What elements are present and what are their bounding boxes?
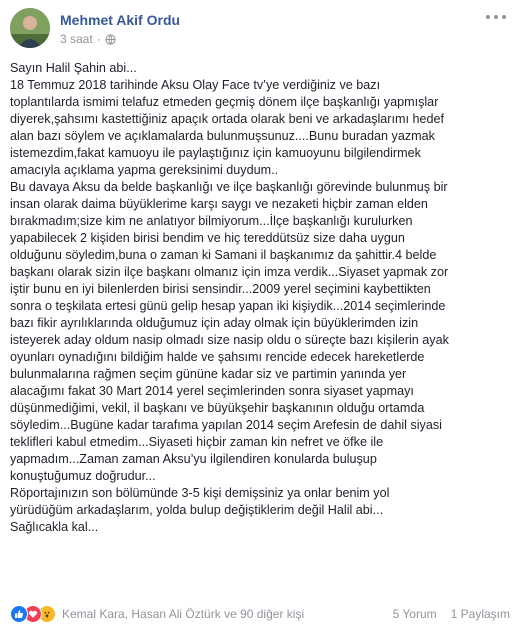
body-line: amacıyla açıklama yapma gereksinimi duydum.. (10, 163, 279, 177)
dot-icon (502, 15, 506, 19)
dot-icon (486, 15, 490, 19)
body-line: istemezdim,fakat kamuoyu ile paylaştığınız için kamuoyunu bilgilendirmek (10, 146, 421, 160)
body-line: başkanı olarak sizin ilçe başkanı olmanız için imza verdik...Siyaset yapmak zor (10, 265, 449, 279)
body-line: Sağlıcakla kal... (10, 520, 99, 534)
body-line: Röportajınızın son bölümünde 3-5 kişi demişsiniz ya onlar benim yol (10, 486, 390, 500)
body-line: Bu davaya Aksu da belde başkanlığı ve ilçe başkanlığı görevinde bulunmuş bir (10, 180, 448, 194)
body-line: düşünmediğimi, vekil, il başkanı ve büyükşehir başkanının olduğu ortamda (10, 401, 425, 415)
body-line: Sayın Halil Şahin abi... (10, 61, 137, 75)
post-body (10, 60, 510, 536)
body-line: olduğunu söyledim,buna o zaman ki Samani il başkanımız da şahittir.4 belde (10, 248, 437, 262)
body-line: sonra o teşkilata ertesi günü gelip hesap yapan iki kişiydik...2014 seçimlerinde (10, 299, 446, 313)
body-line: iştir bunu en iyi bilenlerden birisi sensindir...2009 yerel seçimini kaybettikten (10, 282, 431, 296)
body-line: bırakmadım;size kim ne anlatıyor bilmiyorum...İlçe başkanlığı kurulurken (10, 214, 413, 228)
body-line: oyunları oynadığını bildiğim halde ve şahsımı rencide edecek hareketlerde (10, 350, 425, 364)
globe-icon[interactable] (105, 34, 116, 45)
body-line: söyledim...Bugüne kadar tarafıma yapılan 2014 seçim Arefesin de dahil siyasi (10, 418, 442, 432)
reaction-names[interactable]: Kemal Kara, Hasan Ali Öztürk ve 90 diğer kişi (62, 607, 305, 621)
body-line: konuştuğumuz doğrudur... (10, 469, 156, 483)
body-line: bulunmalarına rağmen seçim gününe kadar siz ve partimin yanında yer (10, 367, 407, 381)
meta-separator: · (96, 32, 101, 46)
reactions[interactable] (10, 605, 304, 623)
engagement-counts (393, 607, 510, 621)
body-line: alacağımı fakat 30 Mart 2014 yerel seçimlerinden sonra siyaset yapmayı (10, 384, 414, 398)
body-line: 18 Temmuz 2018 tarihinde Aksu Olay Face tv’ye verdiğiniz ve bazı (10, 78, 381, 92)
avatar-photo-icon (10, 8, 50, 48)
body-line: yapmadım...Zaman zaman Aksu’yu ilgilendiren konularda buluşup (10, 452, 377, 466)
body-line: diyerek,şahsımı kastettiğiniz apaçık ortada olarak beni ve arkadaşlarımı hedef (10, 112, 445, 126)
body-line: isteyerek aday oldum nasip olmadı size nasip oldu o süreçte bazı kişilerin ayak (10, 333, 449, 347)
body-line: teklifleri kabul etmedim...Siyaseti hiçbir zaman kin nefret ve öfke ile (10, 435, 384, 449)
shares-count[interactable]: 1 Paylaşım (450, 607, 510, 621)
more-options-icon[interactable] (486, 10, 506, 24)
post-time[interactable]: 3 saat (60, 32, 93, 46)
avatar[interactable] (10, 8, 50, 48)
post-header (10, 8, 510, 52)
author-name[interactable]: Mehmet Akif Ordu (60, 12, 181, 28)
post-footer (10, 602, 510, 626)
body-line: bazı fikir ayrılıklarında olduğumuz için aday olmak için büyüklerimden izin (10, 316, 419, 330)
comments-count[interactable]: 5 Yorum (392, 607, 437, 621)
body-line: alan bazı söylem ve açıklamalarda bulunmuşsunuz....Bunu buradan yazmak (10, 129, 435, 143)
like-icon (10, 605, 28, 623)
body-line: yapabilecek 2 kişiden birisi bendim ve hiç tereddütsüz size daha uygun (10, 231, 405, 245)
body-line: yürüdüğüm arkadaşlarım, yolda bulup değiştiklerim değil Halil abi... (10, 503, 384, 517)
body-line: insan olarak daima büyüklerime karşı saygı ve nezaketi hiçbir zaman elden (10, 197, 428, 211)
post-meta (60, 32, 116, 46)
dot-icon (494, 15, 498, 19)
body-line: toplantılarda ismimi telafuz etmeden geçmiş dönem ilçe başkanlığı yapmışlar (10, 95, 439, 109)
